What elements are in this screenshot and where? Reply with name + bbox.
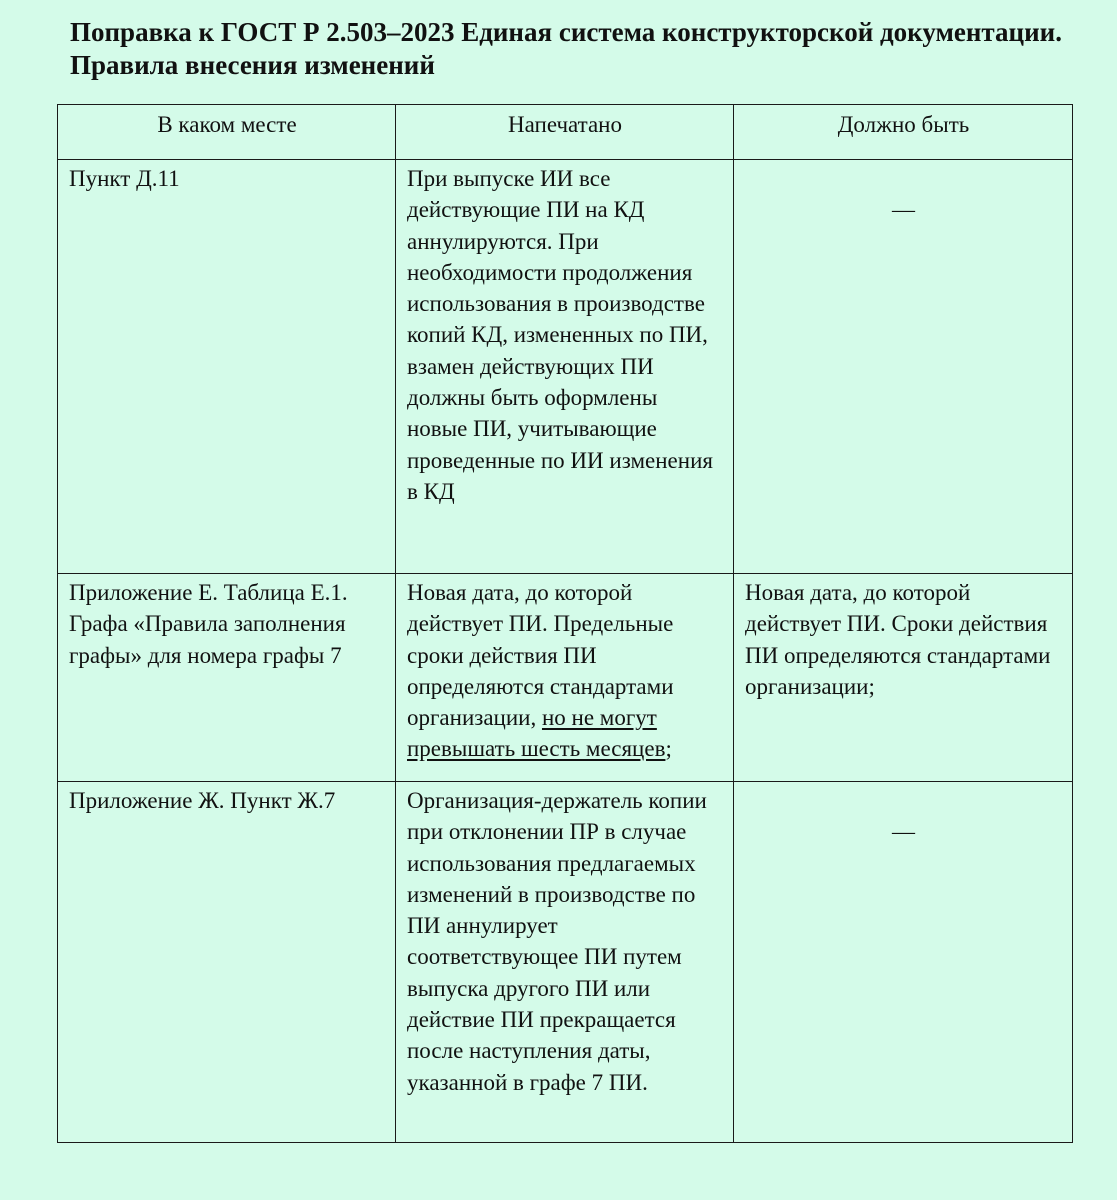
table-row [58,574,1073,782]
table-row [58,782,1073,1143]
dash-value: — [892,819,915,844]
dash-value: — [892,197,915,222]
cell-place: Приложение Е. Таблица Е.1. Графа «Правила заполнения графы» для номера графы 7 [58,574,396,782]
cell-printed: При выпуске ИИ все действующие ПИ на КД аннулируются. При необходимости продолжения использования в производстве копий КД, измененных по ПИ, взамен действующих ПИ должны быть оформлены новые ПИ, учитывающие проведенные по ИИ изменения в КД [396,160,734,574]
cell-printed: Организация-держатель копии при отклонении ПР в случае использования предлагаемых изменений в производстве по ПИ аннулирует соответствующее ПИ путем выпуска другого ПИ или действие ПИ прекращается после наступления даты, указанной в графе 7 ПИ. [396,782,734,1143]
table-header-row [58,105,1073,160]
cell-printed [396,574,734,782]
document-title: Поправка к ГОСТ Р 2.503–2023 Единая система конструкторской документации. Правила внесения изменений [70,17,1062,80]
table-row [58,160,1073,574]
underlined-text: но не могут превышать шесть месяцев [407,705,666,762]
amendment-table [57,104,1073,1143]
printed-text-end: ; [665,736,672,762]
cell-place: Приложение Ж. Пункт Ж.7 [58,782,396,1143]
cell-place: Пункт Д.11 [58,160,396,574]
header-printed: Напечатано [396,105,734,160]
cell-should-be [734,160,1073,574]
cell-should-be [734,782,1073,1143]
header-should-be: Должно быть [734,105,1073,160]
header-place: В каком месте [58,105,396,160]
cell-should-be: Новая дата, до которой действует ПИ. Сроки действия ПИ определяются стандартами организации; [734,574,1073,782]
printed-text: Новая дата, до которой действует ПИ. Предельные сроки действия ПИ определяются стандартами организации, [407,580,674,731]
